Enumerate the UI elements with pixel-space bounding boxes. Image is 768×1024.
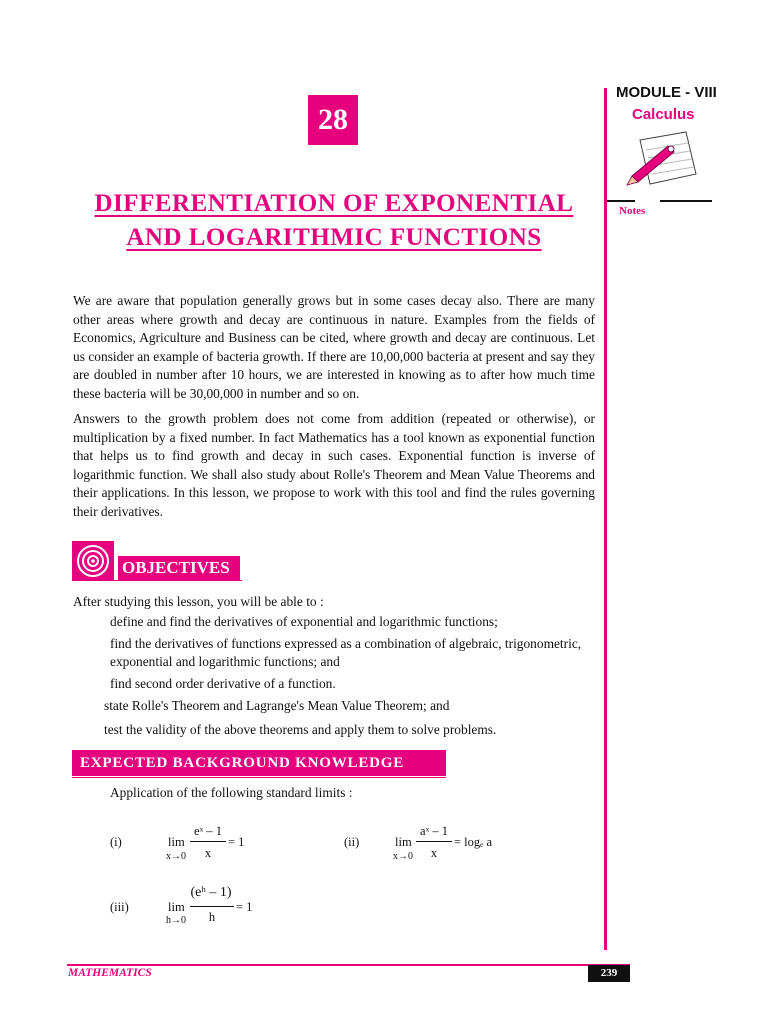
limit-result: = 1 (236, 900, 253, 914)
limit-result: = logₑ a (454, 835, 493, 849)
limit-denominator: x (204, 846, 212, 860)
limit-operator: lim (168, 900, 185, 914)
chapter-title-line-1: DIFFERENTIATION OF EXPONENTIAL (94, 190, 574, 217)
intro-paragraph-1: We are aware that population generally grows but in some cases decay also. There are many other areas where growth and decay are continuous in nature. Examples from the fields of Economics, Agriculture and Business can be cited, where growth and decay are continuous. Let us consider an example of bacteria growth. If there are 10,00,000 bacteria at present and say they are doubled in number after 10 hours, we are interested in knowing as to after how much time these bacteria will be 30,00,000 in number and so on. (73, 293, 595, 401)
notebook-pencil-icon (616, 130, 704, 196)
limit-subscript: x→0 (166, 851, 186, 862)
page-number: 239 (588, 965, 630, 982)
notes-rule-left (607, 200, 635, 202)
limit-subscript: h→0 (166, 915, 186, 926)
fraction-bar (416, 841, 452, 842)
background-rule (72, 777, 446, 778)
limit-denominator: x (430, 846, 438, 860)
limit-result: = 1 (228, 835, 245, 849)
footer-subject: MATHEMATICS (68, 967, 152, 979)
module-label: MODULE - VIII (616, 84, 717, 101)
footer-rule (67, 964, 630, 966)
intro-paragraph-2: Answers to the growth problem does not come from addition (repeated or otherwise), or multiplication by a fixed number. In fact Mathematics has a tool known as exponential function that helps us to find growth and decay in such cases. Exponential function is inverse of logarithmic function. We shall also study about Rolle's Theorem and Mean Value Theorems and their applications. In this lesson, we propose to work with this tool and find the rules governing their derivatives. (73, 411, 595, 519)
limit-operator: lim (168, 835, 185, 849)
background-lead: Application of the following standard limits : (110, 785, 353, 800)
limit-label: (ii) (344, 835, 360, 849)
objective-item: find the derivatives of functions expressed as a combination of algebraic, trigonometric, (110, 636, 582, 651)
objectives-target-icon (72, 541, 114, 581)
chapter-number: 28 (308, 95, 358, 145)
limit-numerator: (eʰ – 1) (190, 885, 232, 900)
notes-rule-right (660, 200, 712, 202)
objective-item: test the validity of the above theorems and apply them to solve problems. (104, 722, 497, 737)
margin-rule (604, 88, 607, 950)
chapter-title-line-2: AND LOGARITHMIC FUNCTIONS (126, 224, 542, 251)
limit-numerator: eˣ – 1 (194, 824, 222, 838)
limit-operator: lim (395, 835, 412, 849)
fraction-bar (190, 906, 234, 907)
objectives-heading: OBJECTIVES (118, 556, 240, 580)
limit-numerator: aˣ – 1 (420, 824, 448, 838)
background-heading: EXPECTED BACKGROUND KNOWLEDGE (72, 750, 446, 776)
objective-item: define and find the derivatives of exponential and logarithmic functions; (110, 614, 498, 629)
objectives-lead: After studying this lesson, you will be able to : (73, 594, 324, 609)
objectives-rule (72, 580, 242, 581)
subject-label: Calculus (632, 106, 695, 123)
objective-item: find second order derivative of a function. (110, 676, 336, 691)
limit-subscript: x→0 (393, 851, 413, 862)
limit-label: (i) (110, 835, 122, 849)
objective-item: exponential and logarithmic functions; and (110, 654, 340, 669)
objective-item: state Rolle's Theorem and Lagrange's Mean Value Theorem; and (104, 698, 450, 713)
notes-label: Notes (619, 205, 646, 217)
fraction-bar (190, 841, 226, 842)
limit-denominator: h (208, 910, 216, 924)
limit-label: (iii) (110, 900, 129, 914)
